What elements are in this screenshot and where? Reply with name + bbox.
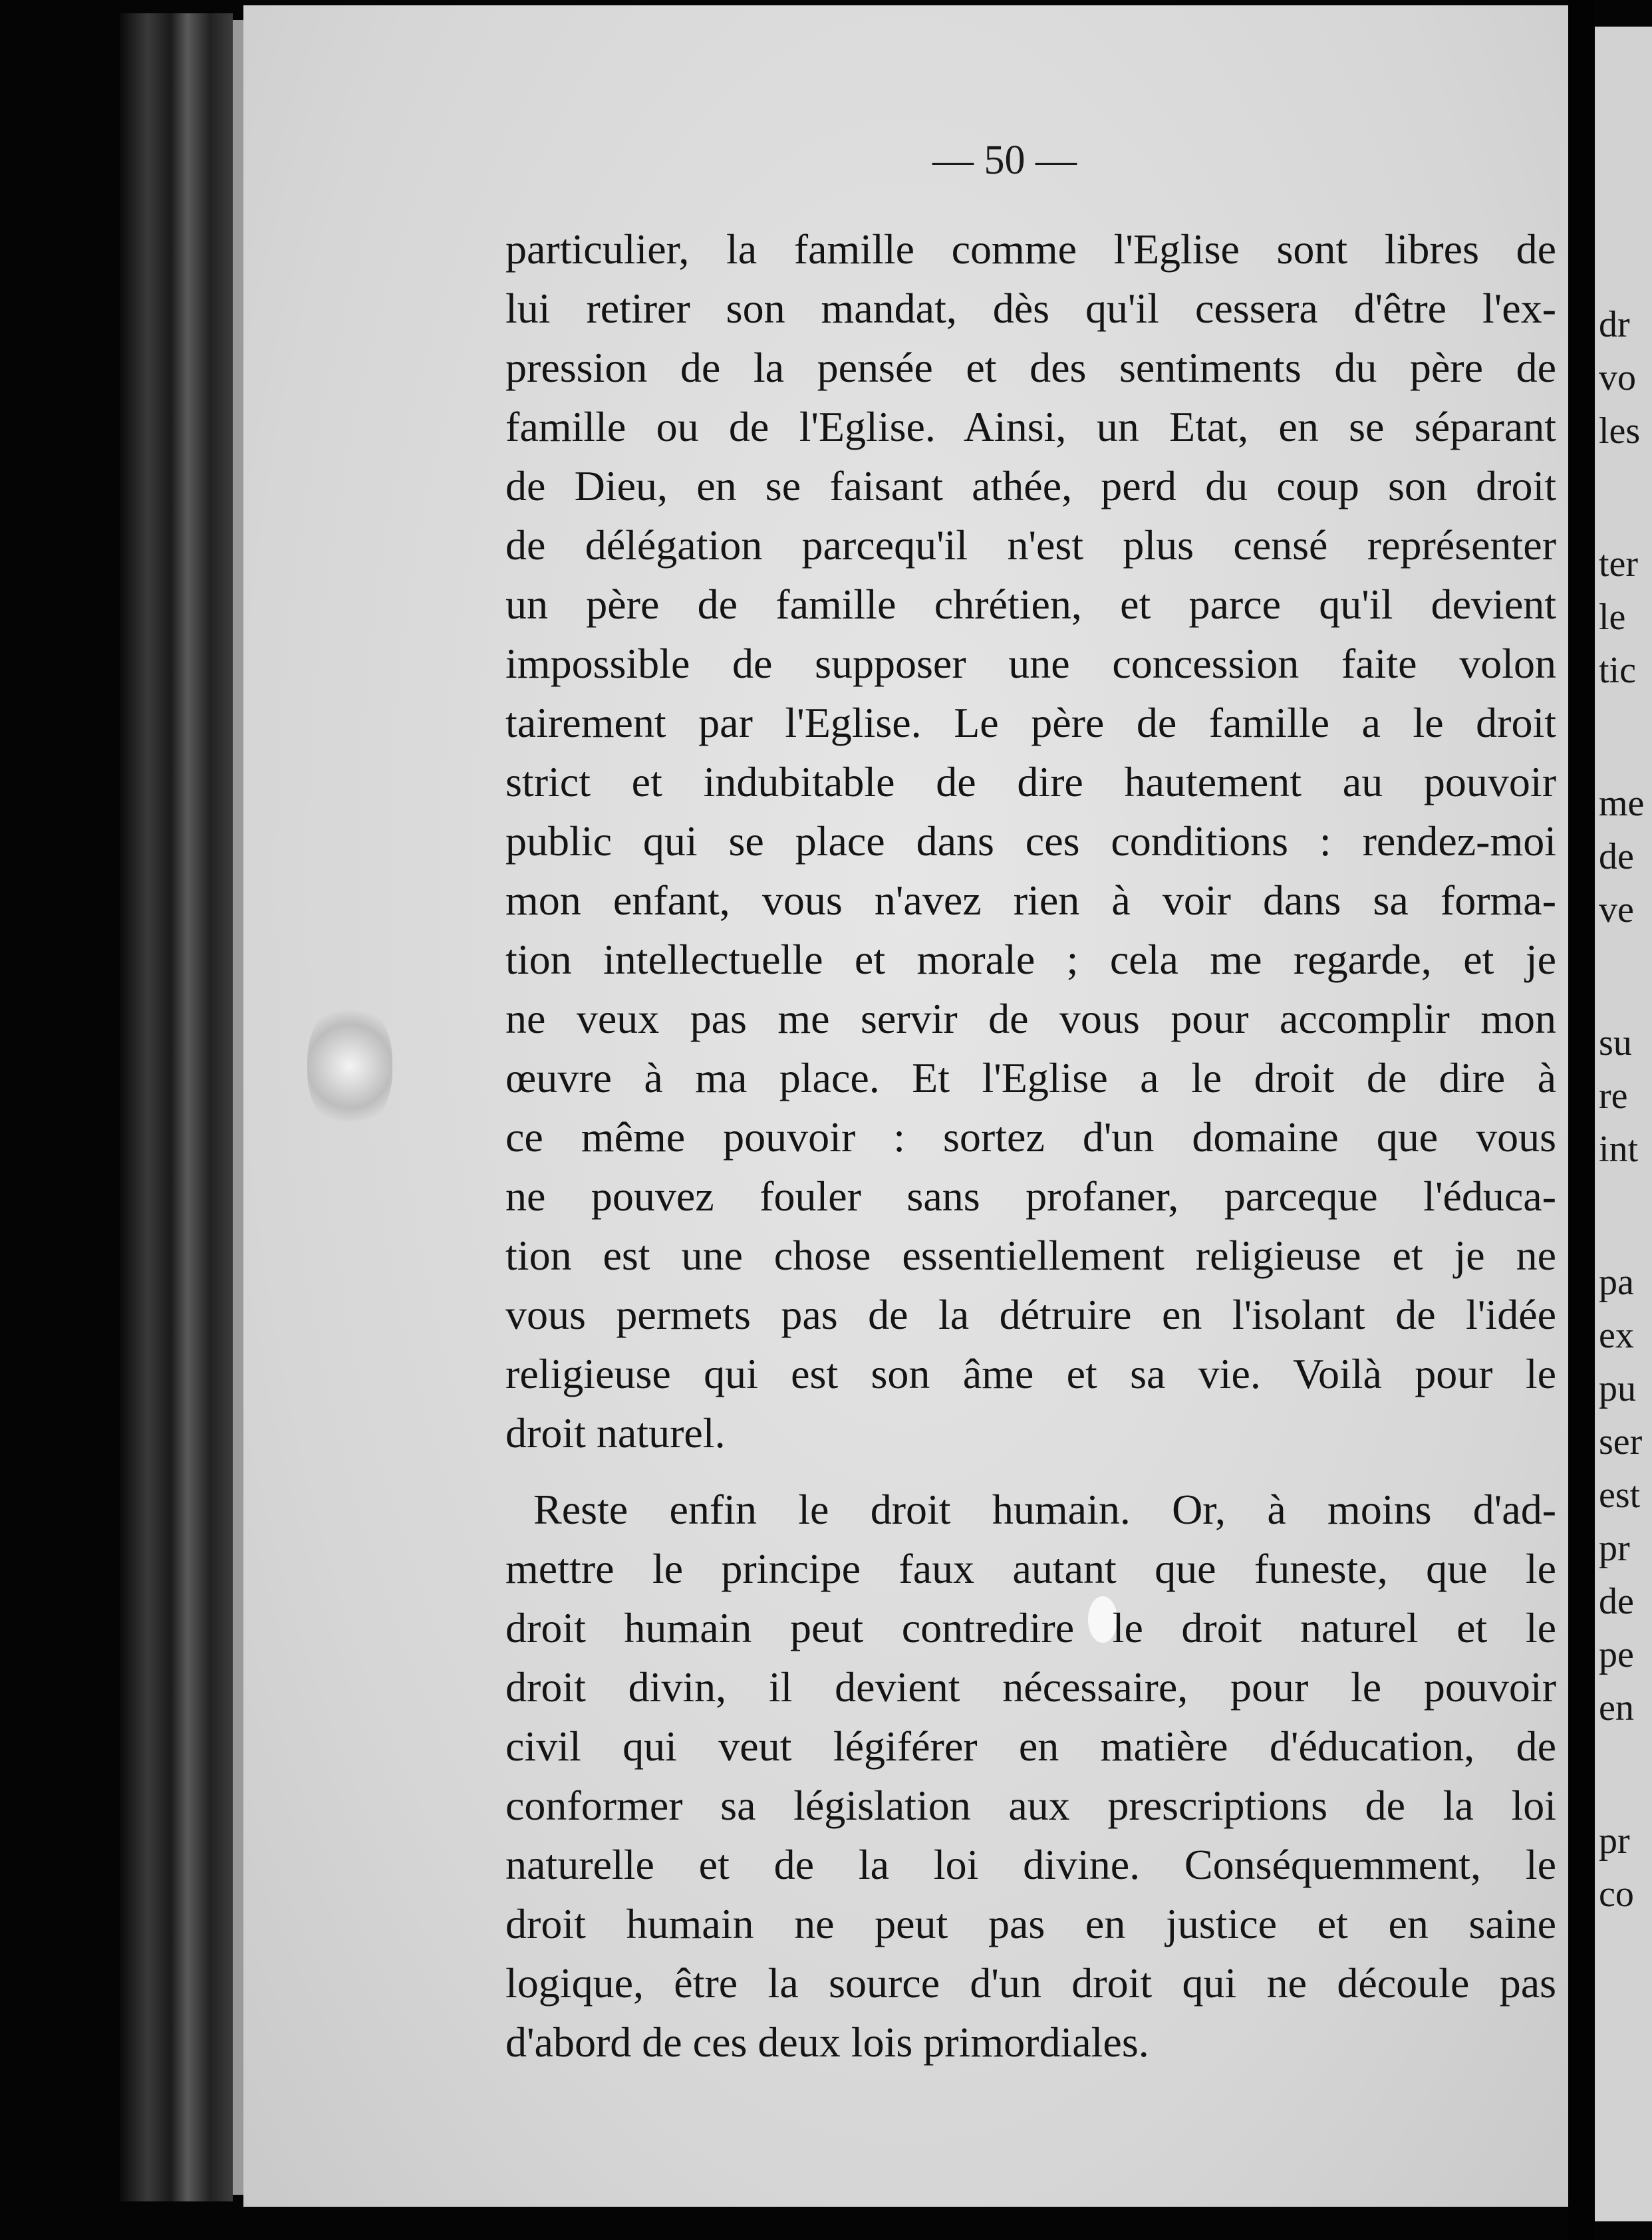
- adjacent-page-fragment: pr: [1599, 1528, 1630, 1569]
- adjacent-page-fragment: ex: [1599, 1315, 1634, 1356]
- text-line: tion intellectuelle et morale ; cela me regarde, et je: [505, 936, 1556, 983]
- adjacent-page-fragment: ter: [1599, 543, 1639, 585]
- paragraph-gap: [505, 1463, 1556, 1480]
- text-line: droit humain peut contredire le droit naturel et le: [505, 1604, 1556, 1651]
- adjacent-page-fragment: co: [1599, 1874, 1634, 1915]
- adjacent-page-fragment: ser: [1599, 1421, 1643, 1463]
- text-line: un père de famille chrétien, et parce qu'il devient: [505, 581, 1556, 628]
- text-line: naturelle et de la loi divine. Conséquemment, le: [505, 1841, 1556, 1888]
- adjacent-page-fragment: de: [1599, 1581, 1634, 1622]
- adjacent-page-fragment: pr: [1599, 1820, 1630, 1862]
- text-line: ce même pouvoir : sortez d'un domaine que vous: [505, 1113, 1556, 1161]
- text-line: religieuse qui est son âme et sa vie. Voilà pour le: [505, 1350, 1556, 1397]
- adjacent-page-fragment: vo: [1599, 357, 1636, 398]
- text-line: tion est une chose essentiellement religieuse et je ne: [505, 1232, 1556, 1279]
- paper-stain: [307, 1003, 392, 1129]
- text-line: droit divin, il devient nécessaire, pour le pouvoir: [505, 1663, 1556, 1711]
- adjacent-page-fragment: est: [1599, 1474, 1641, 1516]
- text-line: de délégation parcequ'il n'est plus censé représenter: [505, 521, 1556, 569]
- text-line: de Dieu, en se faisant athée, perd du coup son droit: [505, 462, 1556, 509]
- adjacent-page-fragment: int: [1599, 1129, 1639, 1170]
- adjacent-page-fragment: en: [1599, 1687, 1634, 1729]
- page-number: — 50 —: [932, 138, 1077, 183]
- text-line: impossible de supposer une concession faite volon: [505, 640, 1556, 687]
- text-line: droit humain ne peut pas en justice et en saine: [505, 1900, 1556, 1947]
- adjacent-page-fragment: dr: [1599, 304, 1630, 345]
- adjacent-page-fragment: le: [1599, 597, 1626, 638]
- adjacent-page-fragment: re: [1599, 1075, 1628, 1117]
- text-line: particulier, la famille comme l'Eglise sont libres de: [505, 225, 1556, 273]
- text-line: tairement par l'Eglise. Le père de famille a le droit: [505, 699, 1556, 746]
- text-line: œuvre à ma place. Et l'Eglise a le droit de dire à: [505, 1054, 1556, 1101]
- text-line: Reste enfin le droit humain. Or, à moins d'ad-: [533, 1486, 1556, 1533]
- adjacent-page-fragment: pa: [1599, 1262, 1634, 1303]
- adjacent-page-fragment: de: [1599, 836, 1634, 877]
- text-line: mettre le principe faux autant que funeste, que le: [505, 1545, 1556, 1592]
- text-line: famille ou de l'Eglise. Ainsi, un Etat, en se séparant: [505, 403, 1556, 450]
- text-line: public qui se place dans ces conditions : rendez-moi: [505, 817, 1556, 865]
- adjacent-page-fragment: ve: [1599, 889, 1634, 930]
- text-line: d'abord de ces deux lois primordiales.: [505, 2019, 1149, 2066]
- adjacent-page-fragment: pe: [1599, 1634, 1634, 1675]
- text-line: civil qui veut légiférer en matière d'éducation, de: [505, 1723, 1556, 1770]
- text-line: conformer sa législation aux prescriptions de la loi: [505, 1782, 1556, 1829]
- text-line: lui retirer son mandat, dès qu'il cessera d'être l'ex-: [505, 285, 1556, 332]
- text-line: ne pouvez fouler sans profaner, parceque l'éduca-: [505, 1173, 1556, 1220]
- book-spine: [120, 13, 233, 2201]
- adjacent-page-fragment: tic: [1599, 650, 1636, 691]
- adjacent-page-fragment: pu: [1599, 1368, 1636, 1409]
- page-edge: [233, 20, 243, 2195]
- text-line: mon enfant, vous n'avez rien à voir dans sa forma-: [505, 877, 1556, 924]
- adjacent-page-fragment: me: [1599, 783, 1645, 824]
- adjacent-page-fragment: su: [1599, 1022, 1632, 1063]
- page-body-text: [505, 219, 1556, 2072]
- text-line: vous permets pas de la détruire en l'isolant de l'idée: [505, 1291, 1556, 1338]
- text-line: strict et indubitable de dire hautement au pouvoir: [505, 758, 1556, 805]
- adjacent-page-fragment: les: [1599, 410, 1641, 452]
- text-line: pression de la pensée et des sentiments du père de: [505, 344, 1556, 391]
- text-line: droit naturel.: [505, 1409, 726, 1457]
- page-gutter: [1568, 0, 1595, 2240]
- adjacent-page-strip: [1595, 27, 1652, 2221]
- text-line: logique, être la source d'un droit qui ne découle pas: [505, 1959, 1556, 2007]
- text-line: ne veux pas me servir de vous pour accomplir mon: [505, 995, 1556, 1042]
